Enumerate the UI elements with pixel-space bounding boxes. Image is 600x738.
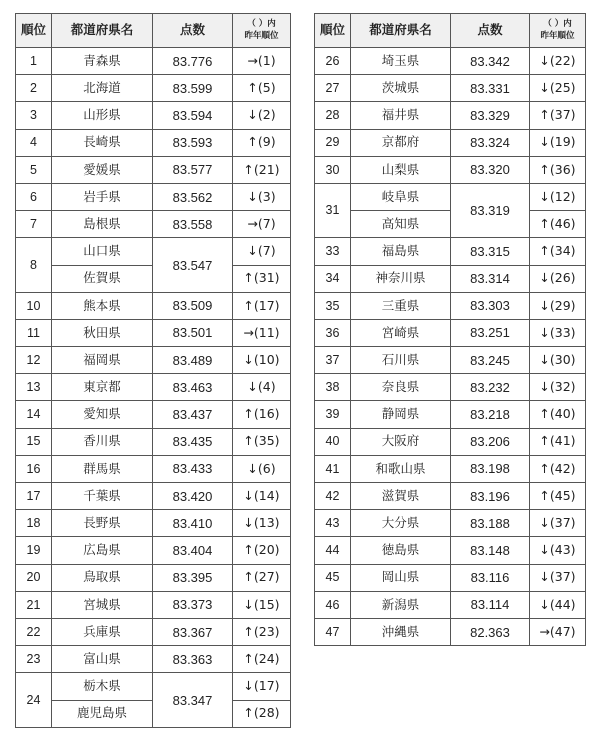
header-rank: 順位 xyxy=(16,14,52,48)
table-row xyxy=(315,401,586,428)
prefecture-cell: 沖縄県 xyxy=(351,618,451,645)
score-cell: 83.232 xyxy=(451,374,530,401)
previous-rank-cell: →(7) xyxy=(233,211,291,238)
previous-rank-cell: ↓(7) xyxy=(233,238,291,265)
previous-rank-cell: ↓(44) xyxy=(530,591,586,618)
rank-cell: 35 xyxy=(315,292,351,319)
table-row xyxy=(315,455,586,482)
prefecture-cell: 兵庫県 xyxy=(52,618,153,645)
score-cell: 83.373 xyxy=(153,591,233,618)
prefecture-cell: 鳥取県 xyxy=(52,564,153,591)
previous-rank-cell: ↑(24) xyxy=(233,646,291,673)
score-cell: 83.188 xyxy=(451,510,530,537)
previous-rank-cell: ↓(13) xyxy=(233,510,291,537)
previous-rank-cell: ↓(3) xyxy=(233,183,291,210)
rank-cell: 42 xyxy=(315,483,351,510)
prefecture-cell: 埼玉県 xyxy=(351,48,451,75)
prefecture-cell: 奈良県 xyxy=(351,374,451,401)
prefecture-cell: 大阪府 xyxy=(351,428,451,455)
previous-rank-cell: ↑(21) xyxy=(233,156,291,183)
previous-rank-cell: ↓(22) xyxy=(530,48,586,75)
rank-cell: 29 xyxy=(315,129,351,156)
prefecture-cell: 佐賀県 xyxy=(52,265,153,292)
score-cell: 83.367 xyxy=(153,618,233,645)
rank-cell: 8 xyxy=(16,238,52,292)
rank-cell: 38 xyxy=(315,374,351,401)
score-cell: 83.509 xyxy=(153,292,233,319)
ranking-table-right xyxy=(314,13,586,646)
rank-cell: 37 xyxy=(315,347,351,374)
rank-cell: 14 xyxy=(16,401,52,428)
table-row xyxy=(315,483,586,510)
table-row xyxy=(16,537,291,564)
rank-cell: 15 xyxy=(16,428,52,455)
table-row xyxy=(16,510,291,537)
table-row xyxy=(315,102,586,129)
table-row xyxy=(16,591,291,618)
prefecture-cell: 栃木県 xyxy=(52,673,153,700)
rank-cell: 1 xyxy=(16,48,52,75)
rank-cell: 22 xyxy=(16,618,52,645)
score-cell: 83.404 xyxy=(153,537,233,564)
prefecture-cell: 大分県 xyxy=(351,510,451,537)
score-cell: 83.547 xyxy=(153,238,233,292)
rank-cell: 46 xyxy=(315,591,351,618)
score-cell: 83.363 xyxy=(153,646,233,673)
rank-cell: 39 xyxy=(315,401,351,428)
previous-rank-cell: ↑(34) xyxy=(530,238,586,265)
table-row xyxy=(16,319,291,346)
rank-cell: 13 xyxy=(16,374,52,401)
score-cell: 82.363 xyxy=(451,618,530,645)
prefecture-cell: 愛媛県 xyxy=(52,156,153,183)
prefecture-cell: 和歌山県 xyxy=(351,455,451,482)
previous-rank-cell: ↓(29) xyxy=(530,292,586,319)
table-row xyxy=(16,455,291,482)
previous-rank-cell: ↓(19) xyxy=(530,129,586,156)
prefecture-cell: 高知県 xyxy=(351,211,451,238)
previous-rank-cell: ↓(2) xyxy=(233,102,291,129)
prefecture-cell: 山梨県 xyxy=(351,156,451,183)
previous-rank-cell: ↑(16) xyxy=(233,401,291,428)
score-cell: 83.324 xyxy=(451,129,530,156)
table-row xyxy=(16,75,291,102)
table-row xyxy=(315,238,586,265)
previous-rank-cell: →(47) xyxy=(530,618,586,645)
previous-rank-cell: ↓(26) xyxy=(530,265,586,292)
table-row xyxy=(315,319,586,346)
rank-cell: 20 xyxy=(16,564,52,591)
score-cell: 83.347 xyxy=(153,673,233,727)
score-cell: 83.437 xyxy=(153,401,233,428)
prefecture-cell: 北海道 xyxy=(52,75,153,102)
table-row xyxy=(315,537,586,564)
previous-rank-cell: ↓(30) xyxy=(530,347,586,374)
previous-rank-cell: ↓(32) xyxy=(530,374,586,401)
score-cell: 83.562 xyxy=(153,183,233,210)
table-row xyxy=(315,374,586,401)
rank-cell: 5 xyxy=(16,156,52,183)
score-cell: 83.776 xyxy=(153,48,233,75)
table-row xyxy=(16,156,291,183)
score-cell: 83.558 xyxy=(153,211,233,238)
rank-cell: 19 xyxy=(16,537,52,564)
table-row xyxy=(315,48,586,75)
score-cell: 83.331 xyxy=(451,75,530,102)
table-row xyxy=(16,292,291,319)
table-row xyxy=(16,646,291,673)
previous-rank-cell: ↓(14) xyxy=(233,483,291,510)
prefecture-cell: 熊本県 xyxy=(52,292,153,319)
previous-rank-cell: ↑(23) xyxy=(233,618,291,645)
header-previous-rank: （ ）内 昨年順位 xyxy=(530,14,586,48)
score-cell: 83.315 xyxy=(451,238,530,265)
prefecture-cell: 香川県 xyxy=(52,428,153,455)
score-cell: 83.319 xyxy=(451,183,530,237)
score-cell: 83.303 xyxy=(451,292,530,319)
table-row xyxy=(315,510,586,537)
rank-cell: 44 xyxy=(315,537,351,564)
prefecture-cell: 富山県 xyxy=(52,646,153,673)
table-row xyxy=(16,483,291,510)
prefecture-cell: 岩手県 xyxy=(52,183,153,210)
previous-rank-cell: ↑(42) xyxy=(530,455,586,482)
score-cell: 83.114 xyxy=(451,591,530,618)
prefecture-cell: 長崎県 xyxy=(52,129,153,156)
previous-rank-cell: ↓(6) xyxy=(233,455,291,482)
score-cell: 83.501 xyxy=(153,319,233,346)
score-cell: 83.206 xyxy=(451,428,530,455)
rank-cell: 3 xyxy=(16,102,52,129)
previous-rank-cell: ↓(37) xyxy=(530,510,586,537)
table-row xyxy=(315,428,586,455)
rank-cell: 31 xyxy=(315,183,351,237)
rank-cell: 28 xyxy=(315,102,351,129)
prefecture-cell: 新潟県 xyxy=(351,591,451,618)
table-row xyxy=(16,673,291,700)
prefecture-cell: 群馬県 xyxy=(52,455,153,482)
header-row xyxy=(315,14,586,48)
table-row xyxy=(315,211,586,238)
previous-rank-cell: ↓(43) xyxy=(530,537,586,564)
score-cell: 83.435 xyxy=(153,428,233,455)
header-prefecture: 都道府県名 xyxy=(351,14,451,48)
prefecture-cell: 愛知県 xyxy=(52,401,153,428)
previous-rank-cell: ↑(35) xyxy=(233,428,291,455)
header-score: 点数 xyxy=(451,14,530,48)
table-row xyxy=(315,564,586,591)
score-cell: 83.594 xyxy=(153,102,233,129)
score-cell: 83.342 xyxy=(451,48,530,75)
table-row xyxy=(315,618,586,645)
score-cell: 83.314 xyxy=(451,265,530,292)
header-rank: 順位 xyxy=(315,14,351,48)
score-cell: 83.577 xyxy=(153,156,233,183)
previous-rank-cell: ↑(46) xyxy=(530,211,586,238)
prefecture-cell: 石川県 xyxy=(351,347,451,374)
prefecture-cell: 福井県 xyxy=(351,102,451,129)
header-previous-rank: （ ）内 昨年順位 xyxy=(233,14,291,48)
previous-rank-cell: ↑(41) xyxy=(530,428,586,455)
score-cell: 83.593 xyxy=(153,129,233,156)
rank-cell: 40 xyxy=(315,428,351,455)
rank-cell: 16 xyxy=(16,455,52,482)
prefecture-cell: 東京都 xyxy=(52,374,153,401)
prefecture-cell: 福岡県 xyxy=(52,347,153,374)
previous-rank-cell: ↓(37) xyxy=(530,564,586,591)
table-row xyxy=(315,156,586,183)
rank-cell: 41 xyxy=(315,455,351,482)
table-row xyxy=(16,374,291,401)
previous-rank-cell: ↑(20) xyxy=(233,537,291,564)
previous-rank-cell: ↑(5) xyxy=(233,75,291,102)
prefecture-cell: 宮城県 xyxy=(52,591,153,618)
prefecture-cell: 山口県 xyxy=(52,238,153,265)
rank-cell: 17 xyxy=(16,483,52,510)
prefecture-cell: 茨城県 xyxy=(351,75,451,102)
table-row xyxy=(315,347,586,374)
table-row xyxy=(16,238,291,265)
table-row xyxy=(16,183,291,210)
previous-rank-cell: ↑(9) xyxy=(233,129,291,156)
rank-cell: 27 xyxy=(315,75,351,102)
previous-rank-cell: →(1) xyxy=(233,48,291,75)
previous-rank-cell: ↑(37) xyxy=(530,102,586,129)
rank-cell: 24 xyxy=(16,673,52,727)
rank-cell: 26 xyxy=(315,48,351,75)
rank-cell: 33 xyxy=(315,238,351,265)
previous-rank-cell: ↓(33) xyxy=(530,319,586,346)
rank-cell: 18 xyxy=(16,510,52,537)
rank-cell: 4 xyxy=(16,129,52,156)
previous-rank-cell: ↑(40) xyxy=(530,401,586,428)
table-row xyxy=(16,401,291,428)
score-cell: 83.251 xyxy=(451,319,530,346)
prefecture-cell: 宮崎県 xyxy=(351,319,451,346)
table-row xyxy=(16,618,291,645)
prefecture-cell: 神奈川県 xyxy=(351,265,451,292)
previous-rank-cell: ↓(4) xyxy=(233,374,291,401)
table-row xyxy=(315,265,586,292)
header-row xyxy=(16,14,291,48)
table-row xyxy=(16,564,291,591)
score-cell: 83.320 xyxy=(451,156,530,183)
score-cell: 83.218 xyxy=(451,401,530,428)
header-prefecture: 都道府県名 xyxy=(52,14,153,48)
prefecture-cell: 徳島県 xyxy=(351,537,451,564)
rank-cell: 7 xyxy=(16,211,52,238)
prefecture-cell: 秋田県 xyxy=(52,319,153,346)
table-row xyxy=(315,292,586,319)
score-cell: 83.489 xyxy=(153,347,233,374)
previous-rank-cell: →(11) xyxy=(233,319,291,346)
table-row xyxy=(16,102,291,129)
previous-rank-cell: ↑(27) xyxy=(233,564,291,591)
score-cell: 83.599 xyxy=(153,75,233,102)
prefecture-cell: 広島県 xyxy=(52,537,153,564)
table-row xyxy=(16,347,291,374)
previous-rank-cell: ↓(15) xyxy=(233,591,291,618)
score-cell: 83.196 xyxy=(451,483,530,510)
rank-cell: 2 xyxy=(16,75,52,102)
rank-cell: 21 xyxy=(16,591,52,618)
table-row xyxy=(16,211,291,238)
prefecture-cell: 千葉県 xyxy=(52,483,153,510)
previous-rank-cell: ↓(17) xyxy=(233,673,291,700)
table-row xyxy=(315,75,586,102)
rank-cell: 23 xyxy=(16,646,52,673)
prefecture-cell: 島根県 xyxy=(52,211,153,238)
ranking-table-left xyxy=(15,13,291,728)
table-row xyxy=(16,129,291,156)
prefecture-cell: 静岡県 xyxy=(351,401,451,428)
prefecture-cell: 福島県 xyxy=(351,238,451,265)
previous-rank-cell: ↑(31) xyxy=(233,265,291,292)
prefecture-cell: 三重県 xyxy=(351,292,451,319)
previous-rank-cell: ↓(25) xyxy=(530,75,586,102)
score-cell: 83.420 xyxy=(153,483,233,510)
previous-rank-cell: ↑(45) xyxy=(530,483,586,510)
rank-cell: 47 xyxy=(315,618,351,645)
prefecture-cell: 鹿児島県 xyxy=(52,700,153,727)
rank-cell: 10 xyxy=(16,292,52,319)
rank-cell: 11 xyxy=(16,319,52,346)
score-cell: 83.116 xyxy=(451,564,530,591)
prefecture-cell: 岐阜県 xyxy=(351,183,451,210)
score-cell: 83.245 xyxy=(451,347,530,374)
previous-rank-cell: ↓(10) xyxy=(233,347,291,374)
previous-rank-cell: ↑(17) xyxy=(233,292,291,319)
header-score: 点数 xyxy=(153,14,233,48)
score-cell: 83.148 xyxy=(451,537,530,564)
prefecture-cell: 青森県 xyxy=(52,48,153,75)
score-cell: 83.395 xyxy=(153,564,233,591)
rank-cell: 43 xyxy=(315,510,351,537)
rank-cell: 34 xyxy=(315,265,351,292)
rank-cell: 12 xyxy=(16,347,52,374)
prefecture-cell: 京都府 xyxy=(351,129,451,156)
prefecture-cell: 滋賀県 xyxy=(351,483,451,510)
table-row xyxy=(315,183,586,210)
rank-cell: 6 xyxy=(16,183,52,210)
prefecture-cell: 長野県 xyxy=(52,510,153,537)
table-row xyxy=(16,48,291,75)
previous-rank-cell: ↓(12) xyxy=(530,183,586,210)
prefecture-cell: 山形県 xyxy=(52,102,153,129)
rank-cell: 36 xyxy=(315,319,351,346)
score-cell: 83.198 xyxy=(451,455,530,482)
previous-rank-cell: ↑(36) xyxy=(530,156,586,183)
table-row xyxy=(16,428,291,455)
table-row xyxy=(315,129,586,156)
score-cell: 83.463 xyxy=(153,374,233,401)
table-row xyxy=(315,591,586,618)
score-cell: 83.433 xyxy=(153,455,233,482)
score-cell: 83.410 xyxy=(153,510,233,537)
rank-cell: 30 xyxy=(315,156,351,183)
previous-rank-cell: ↑(28) xyxy=(233,700,291,727)
rank-cell: 45 xyxy=(315,564,351,591)
prefecture-cell: 岡山県 xyxy=(351,564,451,591)
score-cell: 83.329 xyxy=(451,102,530,129)
